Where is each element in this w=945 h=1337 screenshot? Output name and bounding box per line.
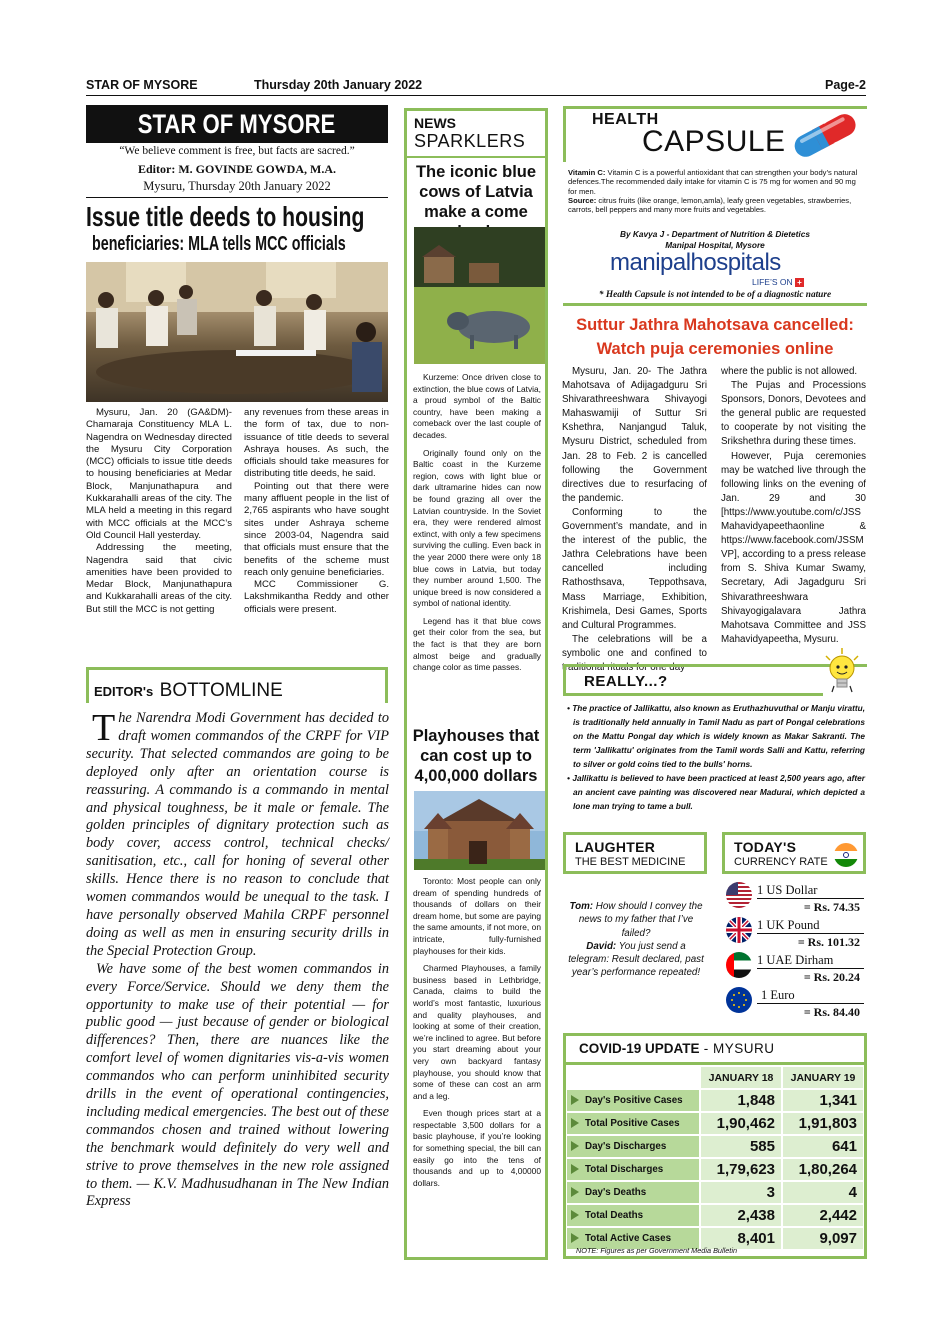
- table-row: [567, 1159, 863, 1180]
- currency-name-usd: 1 US Dollar: [757, 883, 818, 897]
- editorial-label-light: BOTTOMLINE: [159, 680, 283, 701]
- currency-value-eur: = Rs. 84.40: [803, 1005, 860, 1019]
- lead-col1-para-2: Addressing the meeting, Nagendra said that civic amenities have been provided to Medar Block, Manjunathapura and Kukkarahalli areas of the city. But still the MCC is not getting: [86, 542, 232, 615]
- table-row: [567, 1090, 863, 1111]
- lead-headline-1: Issue title deeds to housing: [86, 201, 365, 232]
- arrow-icon: [571, 1118, 579, 1128]
- covid-title-bold: COVID-19 UPDATE: [579, 1041, 700, 1056]
- covid-title-light: - MYSURU: [699, 1041, 775, 1056]
- editorial-para-1-text: he Narendra Modi Government has decided to draft women commandos of the CRPF for VIP security. That selected commandos are going to be deployed only after an orientation course is reassuring. A commando is a commando in mental and physical toughness, be it male or female. The golden principles of dignitary protection such as body cover, access control, technical checks/ sanitisation, etc., call for honing of several other skills. Hence there is no reason to conclude that women commandos would be unequal to the task. I have personally observed Mahila CRPF personnel doing as well as men in ensuring security drills in the Special Protection Group.: [86, 710, 389, 959]
- currency-name-gbp: 1 UK Pound: [757, 918, 820, 932]
- blue-cows-headline: The iconic blue cows of Latvia make a come: [415, 163, 537, 221]
- blue-cows-body: [413, 372, 541, 674]
- covid-value: 9,097: [783, 1228, 863, 1249]
- tom-label: Tom:: [569, 901, 594, 912]
- table-row: [567, 1113, 863, 1134]
- covid-row-label-text: Total Discharges: [585, 1164, 664, 1175]
- suttur-column-2: [721, 365, 866, 647]
- covid-value: 1,80,264: [783, 1159, 863, 1180]
- meeting-photo: [86, 262, 388, 402]
- eu-flag-icon: [726, 987, 752, 1013]
- lead-col1-para-1: Mysuru, Jan. 20 (GA&DM)- Chamaraja Constituency MLA L. Nagendra on Wednesday directed the Mysuru City Corporation (MCC) officials to issue title deeds to housing beneficiaries at Medar Block, Manjunathapura and Kukkarahalli areas of the city. The MLA held a meeting in this regard with MCC officials at the MCC’s Old Council Hall yesterday.: [86, 407, 232, 541]
- laughter-label-2: THE BEST MEDICINE: [575, 856, 686, 868]
- table-row: [567, 1205, 863, 1226]
- health-disclaimer: * Health Capsule is not intended to be of a diagnostic nature: [598, 290, 832, 300]
- playhouses-para-3: Even though prices start at a respectable 3,500 dollars for a basic playhouse, if you’re looking for something special, the bill can easily go into the tens of thousands and up to 4,00000 dollars.: [413, 1108, 541, 1188]
- arrow-icon: [571, 1164, 579, 1174]
- source-label: Source:: [568, 195, 597, 205]
- covid-value: 1,90,462: [701, 1113, 781, 1134]
- editorial-label-bold: EDITOR's: [94, 684, 154, 699]
- david-text: You just send a telegram: Result declared, past year’s performance repeated!: [568, 940, 704, 979]
- covid-header-row: [567, 1067, 863, 1088]
- news-label-light: SPARKLERS: [414, 131, 526, 151]
- covid-row-label-text: Total Positive Cases: [585, 1118, 680, 1129]
- suttur-headline-2: Watch puja ceremonies online: [596, 340, 834, 358]
- india-flag-icon: [834, 843, 858, 867]
- currency-label-2: CURRENCY RATE: [734, 856, 828, 868]
- currency-name-eur: 1 Euro: [761, 988, 795, 1002]
- really-list: [565, 701, 865, 813]
- editorial-label: [94, 680, 283, 702]
- covid-value: 1,341: [783, 1090, 863, 1111]
- covid-row-label: [567, 1136, 699, 1157]
- playhouses-para-1: Toronto: Most people can only dream of spending hundreds of thousands of dollars on their dream home, but some are paying the same amounts, if not more, on intricate, fully-furnished playhouses for their kids.: [413, 876, 541, 956]
- covid-value: 3: [701, 1182, 781, 1203]
- uae-flag-icon: [726, 952, 752, 978]
- header-page: Page-2: [825, 78, 866, 92]
- covid-value: 4: [783, 1182, 863, 1203]
- currency-rule-aed: [757, 968, 864, 969]
- masthead-motto: “We believe comment is free, but facts are sacred.”: [119, 145, 355, 157]
- suttur-col1-para-2: Conforming to the Government’s mandate, and in the interest of the public, the Jathra Celebrations have been cancelled including Rathosthsava, Teppothsava, Mass Marriage, Exhibition, Krishimela, Desi Games, Sports and Cultural Programmes.: [562, 506, 707, 631]
- joke-line-tom: [568, 900, 704, 940]
- david-label: David:: [586, 940, 617, 952]
- covid-row-label: [567, 1090, 699, 1111]
- suttur-col2-para-1: where the public is not allowed.: [721, 366, 858, 377]
- suttur-col1-para-1: Mysuru, Jan. 20- The Jathra Mahotsava of Adijagadguru Sri Shivarathreeshwara Shivayogi Mahaswamiji of Suttur Sri Kshethra, Nanjangud Taluk, Mysuru District, scheduled from Jan. 28 to Feb. 2 is cancelled following the Government directives due to resurfacing of the pandemic.: [562, 366, 707, 504]
- masthead-title: STAR OF MYSORE: [138, 108, 336, 139]
- news-label-rule: [407, 156, 545, 158]
- masthead-dateline: Mysuru, Thursday 20th January 2022: [143, 179, 331, 193]
- editorial-label-box: [86, 667, 388, 703]
- covid-value: 2,438: [701, 1205, 781, 1226]
- lead-col2-para-3: MCC Commissioner G. Lakshmikantha Reddy and other officials were present.: [244, 579, 389, 615]
- suttur-col2-para-2: The Pujas and Processions Sponsors, Donors, Devotees and the general public are requested to cooperate by not visiting the Srikshethra during these times.: [721, 380, 866, 448]
- covid-value: 1,91,803: [783, 1113, 863, 1134]
- manipal-logo: manipalhospitals: [610, 249, 781, 276]
- tom-text: How should I convey the news to my father that I’ve failed?: [578, 901, 703, 939]
- suttur-col1-para-3: The celebrations will be a symbolic one and confined to traditional rituals for one day: [562, 633, 707, 673]
- page-header: [86, 78, 866, 96]
- covid-row-label-text: Day's Positive Cases: [585, 1095, 683, 1106]
- header-paper: STAR OF MYSORE: [86, 78, 198, 92]
- currency-row-usd: [726, 880, 866, 915]
- header-rule: [86, 95, 866, 96]
- arrow-icon: [571, 1141, 579, 1151]
- editorial-para-1: [86, 707, 389, 961]
- covid-row-label-text: Day's Discharges: [585, 1141, 667, 1152]
- laughter-joke: [568, 900, 704, 980]
- source-text: citrus fruits (like orange, lemon,amla), leafy green vegetables, strawberries, carrots, bell peppers and many more fruits and vegetables.: [568, 195, 852, 215]
- table-row: [567, 1182, 863, 1203]
- vitamin-c-para: [568, 168, 864, 196]
- covid-row-label: [567, 1205, 699, 1226]
- manipal-tagline-text: LIFE’S ON: [752, 277, 793, 287]
- covid-row-label-text: Total Active Cases: [585, 1233, 672, 1244]
- covid-row-label: [567, 1182, 699, 1203]
- plus-icon: +: [795, 278, 804, 287]
- covid-value: 8,401: [701, 1228, 781, 1249]
- arrow-icon: [571, 1233, 579, 1243]
- uk-flag-icon: [726, 917, 752, 943]
- blue-cows-para-3: Legend has it that blue cows get their color from the sea, but the fact is that they are born almost beige and gradually change color as time passes.: [413, 615, 541, 673]
- table-row: [567, 1136, 863, 1157]
- joke-line-david: [568, 940, 704, 980]
- blue-cows-para-1: Kurzeme: Once driven close to extinction, the blue cows of Latvia, a proud symbol of the Baltic country, have been making a comeback over the last couple of decades.: [413, 372, 541, 440]
- really-label: REALLY...?: [584, 673, 668, 690]
- playhouses-body: [413, 876, 541, 1189]
- currency-rule-eur: [757, 1003, 864, 1004]
- really-item-2-text: Jallikattu is believed to have been practiced at least 2,500 years ago, after an ancient cave painting was discovered near Madurai, which depicted a lone man trying to tame a bull.: [572, 773, 865, 811]
- playhouses-headline: Playhouses that can cost up to 4,00,000 dollars: [412, 727, 540, 785]
- arrow-icon: [571, 1187, 579, 1197]
- manipal-tagline: [752, 277, 804, 287]
- currency-row-eur: [726, 985, 866, 1020]
- covid-table: [565, 1065, 865, 1251]
- masthead-rule: [86, 197, 388, 198]
- masthead-bar: [86, 105, 388, 143]
- vitamin-c-label: Vitamin C:: [568, 168, 606, 177]
- news-label-bold: NEWS: [414, 115, 456, 131]
- arrow-icon: [571, 1095, 579, 1105]
- news-sparklers-label: [414, 115, 544, 152]
- covid-value: 2,442: [783, 1205, 863, 1226]
- suttur-column-1: [562, 365, 707, 675]
- currency-label-1: TODAY'S: [734, 839, 797, 855]
- blue-cow-photo: [414, 227, 545, 364]
- covid-value: 585: [701, 1136, 781, 1157]
- health-label-2: CAPSULE: [642, 125, 786, 158]
- currency-list: [726, 880, 866, 1020]
- really-item-2: • Jallikattu is believed to have been practiced at least 2,500 years ago, after an ancient cave painting was discovered near Madurai, which depicted a lone man trying to tame a bull.: [567, 773, 865, 811]
- currency-value-usd: = Rs. 74.35: [803, 900, 860, 914]
- editorial-side-rule: [86, 667, 89, 703]
- covid-value: 1,848: [701, 1090, 781, 1111]
- currency-rule-usd: [757, 898, 864, 899]
- really-item-1: • The practice of Jallikattu, also known as Eruthazhuvuthal or Manju virattu, is traditionally held annually in Tamil Nadu as part of Pongal celebrations on the Mattu Pongal day which is widely known as Makar Sakranti. The term 'Jallikattu' originates from the Tamil words Salli and Kattu, referring to silver or gold coins tied to the bulls' horns.: [567, 703, 865, 769]
- lead-headline-2: beneficiaries: MLA tells MCC officials: [92, 233, 346, 255]
- editorial-para-2: We have some of the best women commandos in every Force/Service. Should we deny them the opportunity to make use of their potential — for public good — just because of gender or biological differences? Then, there are nuances like the comfort level of women dignitaries vis-a-vis women commandos who can perform uninhibited security drills in the event of operational contingencies, including medical emergencies. The best out of these commandos chosen and trained without lowering the benchmark would definitely do very well and strive to prove themselves in the new role assigned to them. — K.V. Madhusudhanan in The New Indian Express: [86, 960, 389, 1210]
- suttur-headline-1: Suttur Jathra Mahotsava cancelled:: [576, 316, 854, 334]
- header-date: Thursday 20th January 2022: [254, 78, 423, 92]
- vitamin-c-text: Vitamin C is a powerful antioxidant that can strengthen your body’s natural defences.The recommended daily intake for vitamin C is 75 mg for women and 90 mg for men.: [568, 168, 858, 196]
- currency-rule-gbp: [757, 933, 864, 934]
- arrow-icon: [571, 1210, 579, 1220]
- lead-column-1: [86, 407, 232, 616]
- covid-row-label-text: Day's Deaths: [585, 1187, 647, 1198]
- health-byline-1: By Kavya J - Department of Nutrition & Dietetics: [620, 229, 810, 239]
- blue-cows-para-2: Originally found only on the Baltic coast in the Kurzeme region, cows with light blue or dark ultramarine hides can now be found grazing all over the Latvian countryside. In the Soviet era, they were rendered almost extinct, with only a few specimens surviving the culling. Even back in the year 2000 there were only 18 blue cows in Latvia, but today they number around 1,500. The unique breed is now considered a symbol of national identity.: [413, 447, 541, 609]
- editorial-dropcap: T: [92, 707, 116, 749]
- health-label-1: HEALTH: [592, 111, 659, 128]
- source-para: [568, 196, 864, 215]
- covid-row-label: [567, 1159, 699, 1180]
- currency-name-aed: 1 UAE Dirham: [757, 953, 834, 967]
- really-item-1-text: The practice of Jallikattu, also known as Eruthazhuvuthal or Manju virattu, is traditionally held annually in Tamil Nadu as part of Pongal celebrations on the Mattu Pongal day which is widely known as Makar Sakranti. The term 'Jallikattu' originates from the Tamil words Salli and Kattu, referring to silver or gold coins tied to the bulls' horns.: [572, 703, 865, 769]
- editorial-body: [86, 707, 389, 1211]
- lead-col2-para-2: Pointing out that there were many affluent people in the list of 2,765 aspirants who have sought sites under Ashraya scheme since 2003-04, Nagendra said that officials must ensure that the benefits of the scheme must reach only genuine beneficiaries.: [244, 480, 389, 578]
- lead-col2-para-1: any revenues from these areas in the form of tax, due to non-issuance of title deeds to several Ashraya houses. As such, the officials should take measures for distributing title deeds, he said.: [244, 407, 389, 480]
- covid-title: [579, 1041, 775, 1056]
- currency-row-gbp: [726, 915, 866, 950]
- lightbulb-icon: [820, 646, 866, 696]
- covid-col-jan19: JANUARY 19: [783, 1067, 863, 1088]
- suttur-col2-para-3: However, Puja ceremonies may be watched live through the following links on the evening of Jan. 29 and 30 [https://www.youtube.com/c/JSSMahavidyapeethaonline & https://www.facebook.com/JSSMVP], according to a press release from S. Shiva Kumar Swamy, Secretary, Adi Jagadguru Sri Shivarathreeshwara Shivayogigalavara Jathra Mahotsava Committee and JSS Mahavidyapeetha, Mysuru.: [721, 450, 866, 645]
- lead-column-2: [244, 407, 389, 616]
- currency-row-aed: [726, 950, 866, 985]
- capsule-icon: [786, 110, 866, 160]
- playhouse-photo: [414, 791, 545, 870]
- us-flag-icon: [726, 882, 752, 908]
- covid-note: NOTE: Figures as per Government Media Bulletin: [576, 1246, 738, 1255]
- health-byline-2: Manipal Hospital, Mysore: [665, 240, 765, 250]
- currency-value-aed: = Rs. 20.24: [803, 970, 860, 984]
- health-text: [568, 168, 864, 214]
- covid-value: 641: [783, 1136, 863, 1157]
- masthead-editor: Editor: M. GOVINDE GOWDA, M.A.: [138, 162, 336, 176]
- covid-row-label-text: Total Deaths: [585, 1210, 644, 1221]
- covid-col-jan18: JANUARY 18: [701, 1067, 781, 1088]
- covid-value: 1,79,623: [701, 1159, 781, 1180]
- currency-value-gbp: = Rs. 101.32: [797, 935, 860, 949]
- health-bottom-rule: [563, 303, 867, 306]
- playhouses-para-2: Charmed Playhouses, a family business based in Lethbridge, Canada, claims to build the world’s most fantastic, luxurious and quality playhouses, and looking at some of their creation, we’re inclined to agree. But before you start dreaming about your very own backyard fantasy playhouse, you should know that some of these can cost an arm and a leg.: [413, 963, 541, 1101]
- covid-row-label: [567, 1113, 699, 1134]
- laughter-label-1: LAUGHTER: [575, 839, 656, 855]
